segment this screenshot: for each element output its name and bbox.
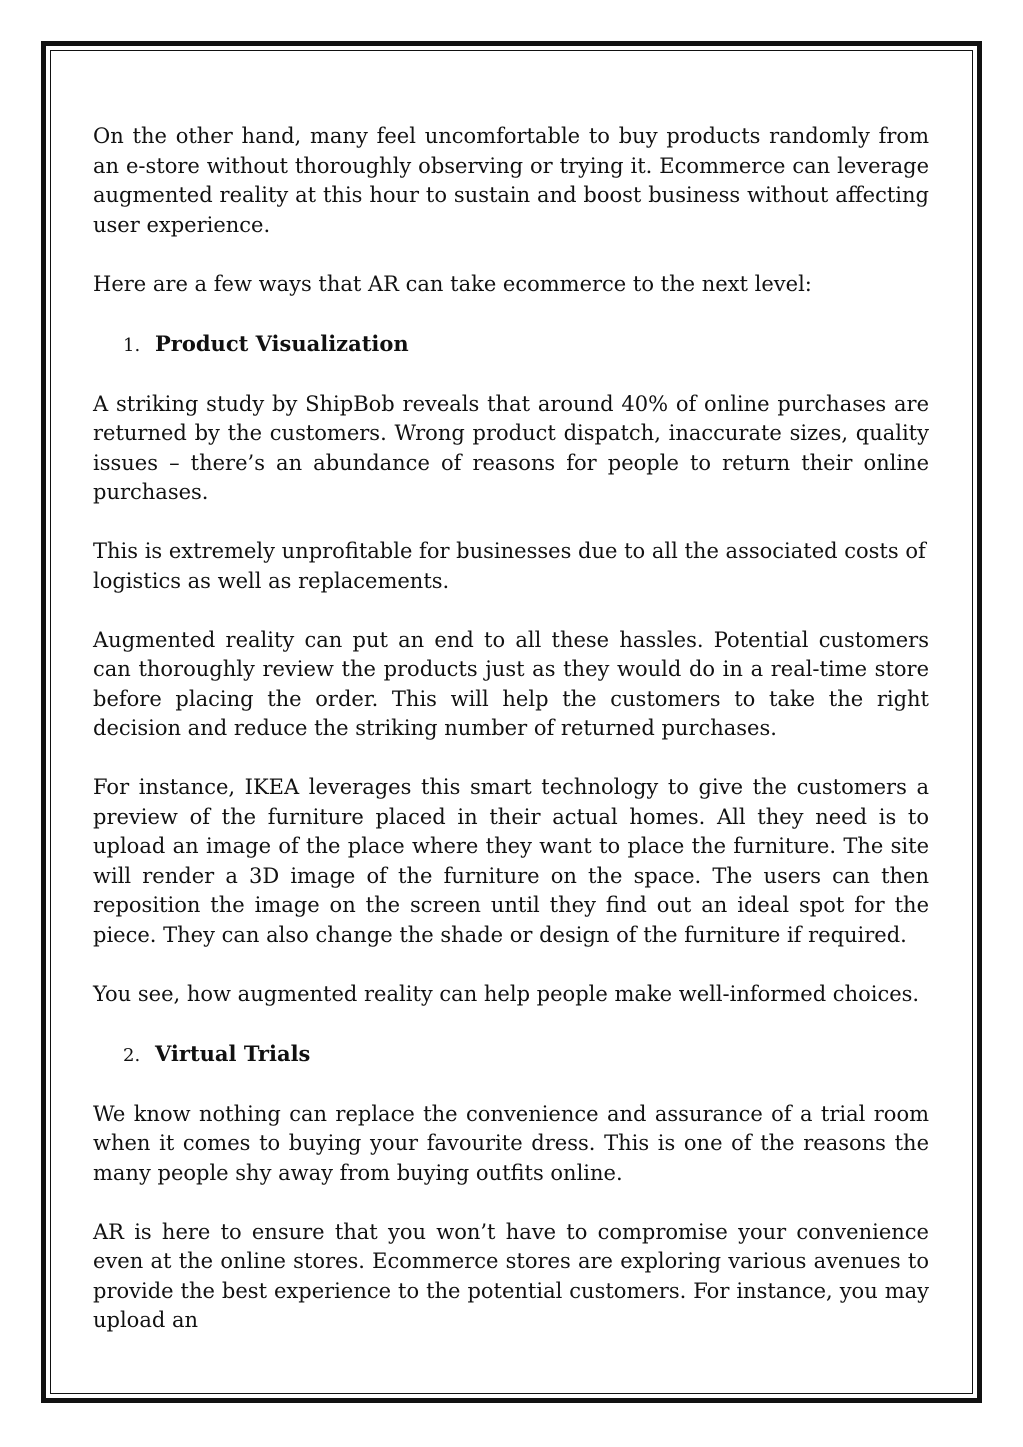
paragraph-trial-room: We know nothing can replace the convenience and assurance of a trial room when it comes to buying your favourite dress. This is one of the reasons the many people shy away from buying outfits online. bbox=[93, 1101, 929, 1185]
paragraph-ar-hassles: Augmented reality can put an end to all these hassles. Potential customers can thoroughly review the products just as they would do in a real-time store before placing the order. This will help the customers to take the right decision and reduce the striking number of returned purchases. bbox=[93, 627, 929, 740]
paragraph-informed-choices: You see, how augmented reality can help people make well-informed choices. bbox=[93, 981, 920, 1006]
paragraph-unprofitable: This is extremely unprofitable for businesses due to all the associated costs of logistics as well as replacements. bbox=[93, 539, 926, 593]
paragraph-ways: Here are a few ways that AR can take ecommerce to the next level: bbox=[93, 271, 812, 296]
paragraph-shipbob-study: A striking study by ShipBob reveals that around 40% of online purchases are returned by the customers. Wrong product dispatch, inaccurate sizes, quality issues – there’s an abundance of reasons for people to return their online purchases. bbox=[93, 391, 929, 504]
document-body bbox=[93, 122, 929, 1365]
section-number: 1. bbox=[123, 334, 141, 356]
paragraph-ikea-example: For instance, IKEA leverages this smart technology to give the customers a preview of the furniture placed in their actual homes. All they need is to upload an image of the place where they want to place the furniture. The site will render a 3D image of the furniture on the space. The users can then reposition the image on the screen until they find out an ideal spot for the piece. They can also change the shade or design of the furniture if required. bbox=[93, 775, 929, 947]
paragraph-intro: On the other hand, many feel uncomfortable to buy products randomly from an e-store without thoroughly observing or trying it. Ecommerce can leverage augmented reality at this hour to sustain and boost business without affecting user experience. bbox=[93, 124, 929, 237]
section-title: Product Visualization bbox=[155, 330, 409, 356]
section-title: Virtual Trials bbox=[155, 1040, 311, 1066]
paragraph-ar-convenience: AR is here to ensure that you won’t have to compromise your convenience even at the online stores. Ecommerce stores are exploring various avenues to provide the best experience to the potential customers. For instance, you may upload an bbox=[93, 1219, 929, 1332]
section-number: 2. bbox=[123, 1044, 141, 1066]
section-heading-product-visualization bbox=[93, 329, 929, 361]
section-heading-virtual-trials bbox=[93, 1039, 929, 1071]
